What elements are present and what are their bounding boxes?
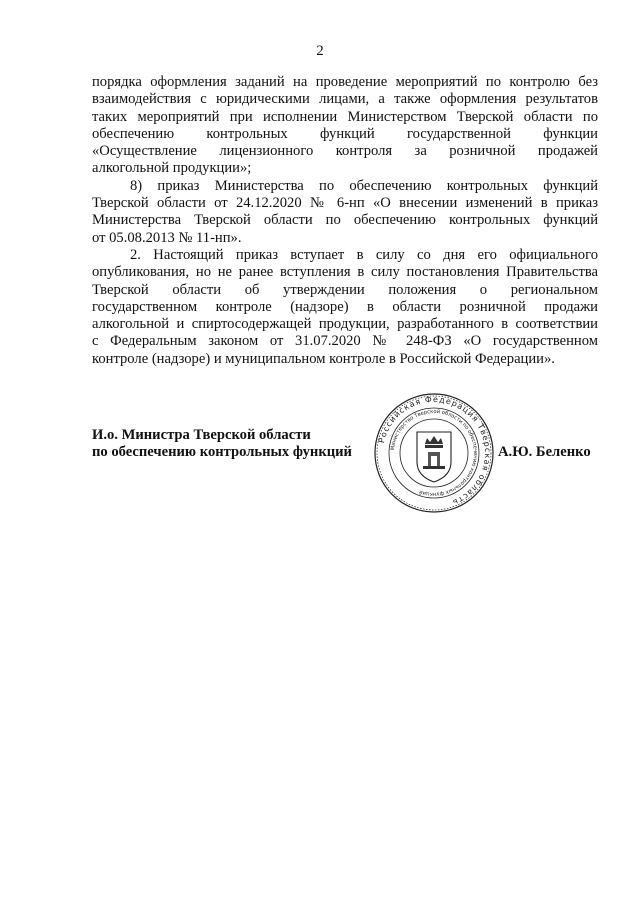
text-line: порядка оформления заданий на проведение мероприятий по контролю без — [92, 74, 598, 90]
text-line: алкогольной и спиртосодержащей продукции, разработанного в соответствии — [92, 316, 598, 333]
coat-of-arms-icon — [417, 432, 451, 482]
text-line: с Федеральным законом от 31.07.2020 № 248-ФЗ «О государственном — [92, 333, 598, 350]
text-line: Тверской области от 24.12.2020 № 6-нп «О внесении изменений в приказ — [92, 195, 598, 212]
signature-title-line-2: по обеспечению контрольных функций — [92, 444, 352, 460]
text-line: взаимодействия с юридическими лицами, а также оформления результатов — [92, 91, 598, 108]
paragraph-item-8 — [92, 178, 598, 247]
paragraph-continuation — [92, 74, 598, 178]
text-line: 8) приказ Министерства по обеспечению контрольных функций — [130, 177, 598, 194]
text-line: Тверской области об утверждении положения о региональном — [92, 281, 598, 298]
signature-name: А.Ю. Беленко — [498, 444, 591, 460]
text-line: алкогольной продукции»; — [92, 160, 252, 177]
text-line: обеспечению контрольных функций государственной функции — [92, 125, 598, 142]
text-line: «Осуществление лицензионного контроля за розничной продажей — [92, 143, 598, 160]
page-number: 2 — [316, 43, 324, 59]
seal-outer-text: Российская Федерация Тверская область — [377, 394, 493, 508]
text-line: государственном контроле (надзоре) в области розничной продажи — [92, 298, 598, 315]
text-line: контроле (надзоре) и муниципальном контроле в Российской Федерации». — [92, 350, 555, 367]
paragraph-item-2 — [92, 247, 598, 368]
signature-title-line-1: И.о. Министра Тверской области — [92, 427, 311, 443]
text-line: Министерства Тверской области по обеспечению контрольных функций — [92, 212, 598, 229]
official-seal — [373, 392, 495, 514]
text-line: 2. Настоящий приказ вступает в силу со дня его официального — [130, 246, 598, 263]
text-line: от 05.08.2013 № 11-нп». — [92, 229, 242, 246]
text-line: опубликования, но не ранее вступления в силу постановления Правительства — [92, 264, 598, 281]
text-line: таких мероприятий при исполнении Министерством Тверской области по — [92, 108, 598, 125]
seal-inner-text: Министерство Тверской области по обеспечению контрольных функций — [390, 408, 479, 498]
document-body — [92, 74, 598, 368]
